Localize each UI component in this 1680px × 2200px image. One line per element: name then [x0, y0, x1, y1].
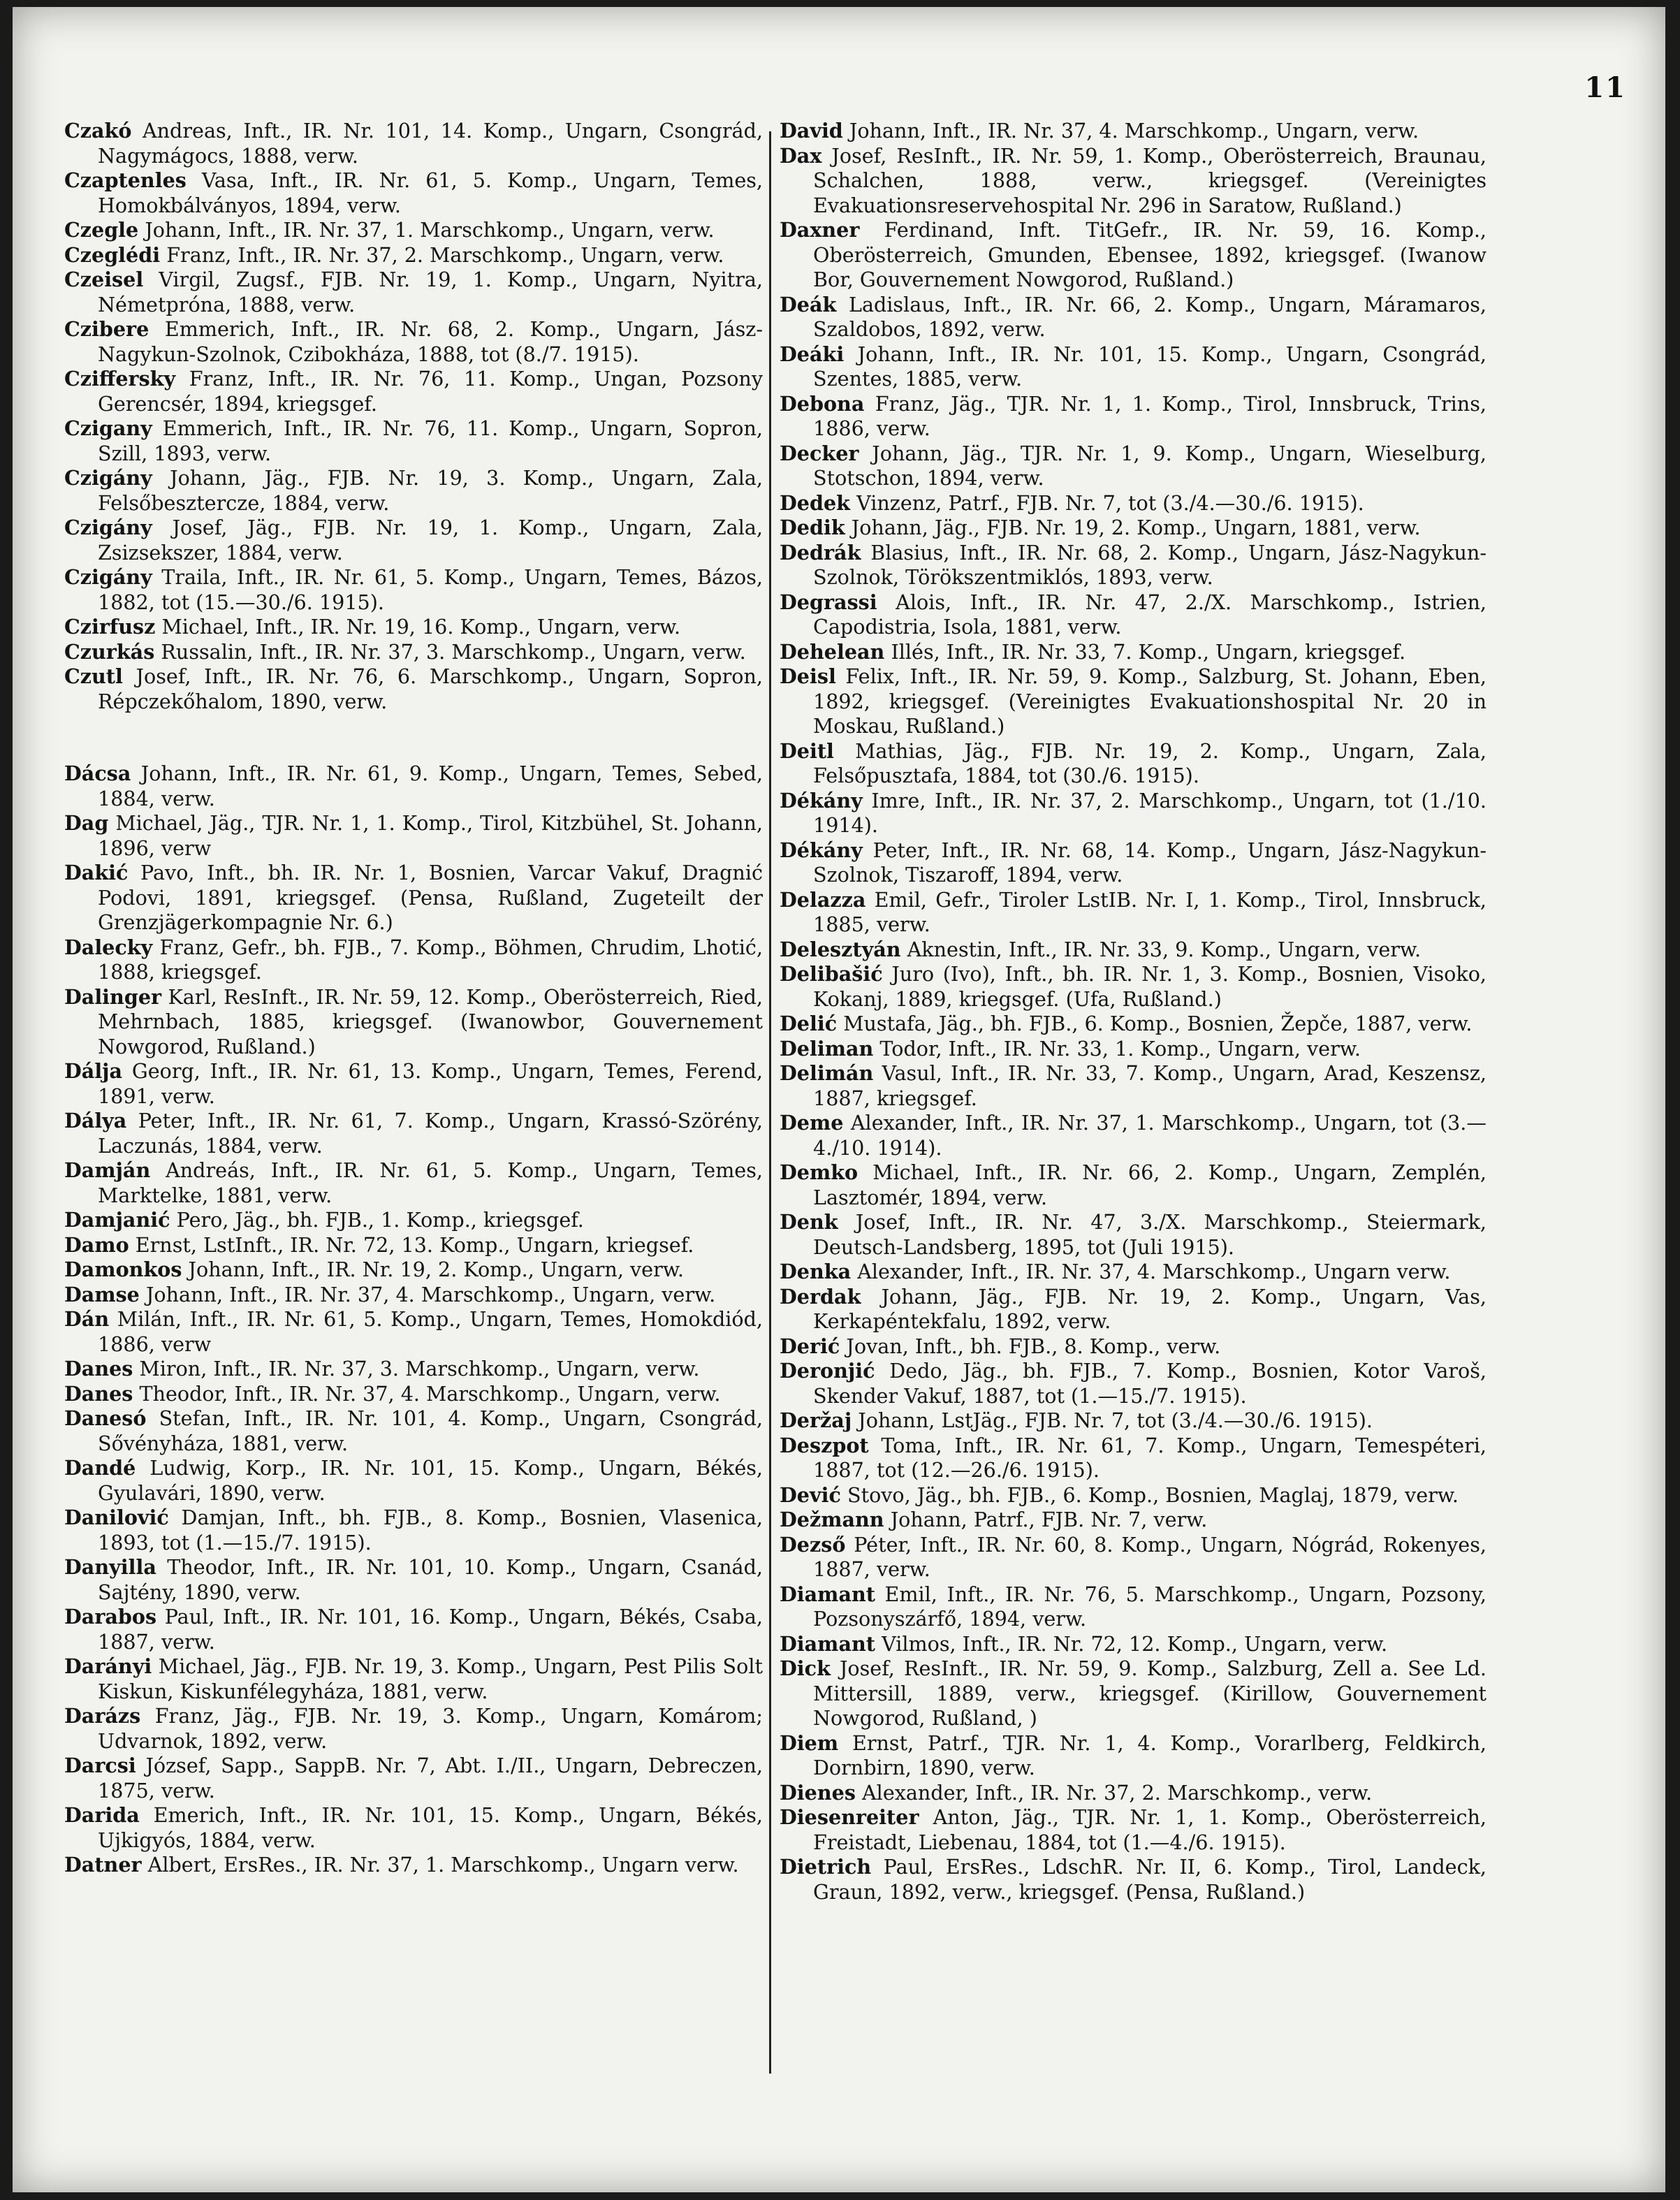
list-entry: [780, 1260, 1487, 1285]
entry-details: Franz, Inft., IR. Nr. 76, 11. Komp., Ungan, Pozsony Gerencsér, 1894, kriegsgef.: [98, 367, 763, 416]
entry-surname: Dalecky: [64, 935, 153, 959]
entry-details: Mathias, Jäg., FJB. Nr. 19, 2. Komp., Ungarn, Zala, Felsőpusztafa, 1884, tot (30./6. 1915).: [813, 738, 1487, 787]
entry-surname: Deisl: [780, 664, 836, 688]
list-entry: [64, 664, 763, 714]
entry-surname: Damonkos: [64, 1258, 182, 1281]
list-entry: [780, 1160, 1487, 1210]
list-entry: [780, 392, 1487, 442]
entry-details: Illés, Inft., IR. Nr. 33, 7. Komp., Ungarn, kriegsgef.: [891, 639, 1406, 664]
entry-surname: Datner: [64, 1853, 142, 1877]
list-entry: [780, 789, 1487, 838]
entry-surname: Diamant: [780, 1631, 875, 1656]
entry-surname: Czurkás: [64, 639, 155, 664]
entry-details: Ernst, LstInft., IR. Nr. 72, 13. Komp., Ungarn, kriegsef.: [135, 1232, 694, 1257]
list-entry: [780, 442, 1487, 491]
entry-details: Ludwig, Korp., IR. Nr. 101, 15. Komp., Ungarn, Békés, Gyulavári, 1890, verw.: [98, 1456, 764, 1505]
entry-surname: Degrassi: [780, 590, 877, 614]
entry-details: Virgil, Zugsf., FJB. Nr. 19, 1. Komp., Ungarn, Nyitra, Németpróna, 1888, verw.: [98, 268, 764, 316]
page-number: 11: [1584, 71, 1626, 104]
right-column: [780, 119, 1487, 1904]
entry-surname: Diem: [780, 1731, 839, 1755]
list-entry: [780, 1656, 1487, 1731]
entries-group-c: [64, 119, 763, 714]
entry-details: Theodor, Inft., IR. Nr. 37, 4. Marschkomp., Ungarn, verw.: [139, 1381, 721, 1406]
entry-details: Franz, Inft., IR. Nr. 37, 2. Marschkomp., Ungarn, verw.: [166, 242, 724, 267]
entry-details: Josef, Inft., IR. Nr. 76, 6. Marschkomp., Ungarn, Sopron, Répczekőhalom, 1890, verw.: [98, 664, 763, 713]
entry-surname: Damjanić: [64, 1208, 170, 1232]
entry-surname: Delazza: [780, 887, 866, 912]
list-entry: [64, 516, 763, 565]
list-entry: [64, 1704, 763, 1754]
entry-details: Josef, ResInft., IR. Nr. 59, 1. Komp., Oberösterreich, Braunau, Schalchen, 1888, verw., kriegsgef. (Vereinigtes Evakuationsreservehospital Nr. 296 in Saratow, Rußland.): [813, 143, 1487, 217]
entry-details: Michael, Jäg., TJR. Nr. 1, 1. Komp., Tirol, Kitzbühel, St. Johann, 1896, verw: [98, 811, 763, 860]
entry-details: Damjan, Inft., bh. FJB., 8. Komp., Bosnien, Vlasenica, 1893, tot (1.—15./7. 1915).: [98, 1506, 763, 1554]
list-entry: [64, 861, 763, 935]
list-entry: [780, 1285, 1487, 1334]
entry-details: Paul, ErsRes., LdschR. Nr. II, 6. Komp., Tirol, Landeck, Graun, 1892, verw., kriegsgef. (Pensa, Rußland.): [813, 1855, 1487, 1904]
entry-surname: Czirfusz: [64, 615, 156, 639]
entry-details: Jovan, Inft., bh. FJB., 8. Komp., verw.: [846, 1334, 1221, 1358]
list-entry: [780, 739, 1487, 789]
entry-details: Josef, Jäg., FJB. Nr. 19, 1. Komp., Ungarn, Zala, Zsizsekszer, 1884, verw.: [98, 516, 763, 564]
list-entry: [64, 1109, 763, 1158]
entry-surname: Dakić: [64, 861, 129, 884]
entry-surname: Cziffersky: [64, 367, 176, 391]
list-entry: [64, 811, 763, 861]
entry-details: Michael, Inft., IR. Nr. 66, 2. Komp., Ungarn, Zemplén, Lasztomér, 1894, verw.: [813, 1160, 1487, 1209]
list-entry: [64, 1258, 763, 1283]
entry-surname: Czigany: [64, 416, 152, 440]
entry-surname: Czegle: [64, 218, 139, 242]
entry-details: Josef, ResInft., IR. Nr. 59, 9. Komp., Salzburg, Zell a. See Ld. Mittersill, 1889, verw., kriegsgef. (Kirillow, Gouvernement Nowgorod, Rußland, ): [813, 1656, 1487, 1730]
entry-details: Russalin, Inft., IR. Nr. 37, 3. Marschkomp., Ungarn, verw.: [161, 639, 746, 664]
list-entry: [64, 1754, 763, 1803]
entry-details: Karl, ResInft., IR. Nr. 59, 12. Komp., Oberösterreich, Ried, Mehrnbach, 1885, kriegsgef. (Iwanowbor, Gouvernement Nowgorod, Rußland.): [98, 984, 763, 1058]
entry-details: Toma, Inft., IR. Nr. 61, 7. Komp., Ungarn, Temespéteri, 1887, tot (12.—26./6. 1915).: [813, 1433, 1487, 1482]
entry-surname: Czeglédi: [64, 242, 161, 267]
entry-details: Josef, Inft., IR. Nr. 47, 3./X. Marschkomp., Steiermark, Deutsch-Landsberg, 1895, tot (Juli 1915).: [813, 1210, 1487, 1259]
entry-details: Pero, Jäg., bh. FJB., 1. Komp., kriegsgef.: [176, 1208, 584, 1232]
list-entry: [780, 1533, 1487, 1582]
entry-surname: Czigány: [64, 565, 152, 589]
entry-surname: Dedik: [780, 516, 845, 539]
list-entry: [64, 762, 763, 811]
list-entry: [64, 466, 763, 516]
entry-details: Johann, Inft., IR. Nr. 101, 15. Komp., Ungarn, Csongrád, Szentes, 1885, verw.: [813, 342, 1487, 391]
left-column: [64, 119, 763, 1878]
list-entry: [780, 218, 1487, 293]
entry-surname: Danes: [64, 1357, 133, 1381]
entry-details: Péter, Inft., IR. Nr. 60, 8. Komp., Ungarn, Nógrád, Rokenyes, 1887, verw.: [813, 1532, 1487, 1581]
list-entry: [64, 1283, 763, 1308]
entry-details: Vasul, Inft., IR. Nr. 33, 7. Komp., Ungarn, Arad, Keszensz, 1887, kriegsgef.: [813, 1061, 1487, 1110]
list-entry: [64, 640, 763, 665]
entry-surname: Denka: [780, 1260, 852, 1283]
list-entry: [64, 1853, 763, 1878]
entry-surname: Darázs: [64, 1704, 141, 1728]
entry-surname: Czigány: [64, 466, 152, 490]
list-entry: [780, 590, 1487, 640]
entry-details: Ferdinand, Inft. TitGefr., IR. Nr. 59, 16. Komp., Oberösterreich, Gmunden, Ebensee, 1892, kriegsgef. (Iwanow Bor, Gouvernement Nowgorod, Rußland.): [813, 218, 1487, 291]
entry-surname: Dehelean: [780, 639, 885, 664]
list-entry: [780, 1805, 1487, 1855]
list-entry: [780, 491, 1487, 516]
list-entry: [64, 268, 763, 317]
list-entry: [64, 1307, 763, 1357]
list-entry: [64, 1506, 763, 1555]
column-divider: [769, 131, 771, 2074]
list-entry: [64, 367, 763, 416]
entry-details: Franz, Jäg., FJB. Nr. 19, 3. Komp., Ungarn, Komárom; Udvarnok, 1892, verw.: [98, 1704, 763, 1753]
entry-surname: Danesó: [64, 1406, 147, 1430]
entry-surname: Dálya: [64, 1109, 127, 1132]
entry-details: Ladislaus, Inft., IR. Nr. 66, 2. Komp., Ungarn, Máramaros, Szaldobos, 1892, verw.: [813, 292, 1487, 341]
entry-surname: Dax: [780, 143, 822, 168]
entry-details: Georg, Inft., IR. Nr. 61, 13. Komp., Ungarn, Temes, Ferend, 1891, verw.: [98, 1059, 763, 1108]
entry-surname: Dálja: [64, 1059, 123, 1083]
list-entry: [780, 640, 1487, 665]
entry-surname: Diamant: [780, 1582, 875, 1606]
list-entry: [64, 1406, 763, 1456]
entry-surname: Czigány: [64, 516, 152, 539]
entry-surname: Dienes: [780, 1780, 856, 1805]
list-entry: [780, 1483, 1487, 1508]
list-entry: [780, 1408, 1487, 1434]
entry-surname: Delić: [780, 1012, 838, 1035]
entry-surname: Deme: [780, 1111, 844, 1135]
entry-details: Johann, Jäg., FJB. Nr. 19, 2. Komp., Ungarn, Vas, Kerkapéntekfalu, 1892, verw.: [813, 1284, 1487, 1333]
entry-surname: Delimán: [780, 1061, 874, 1085]
entry-details: Emerich, Inft., IR. Nr. 101, 15. Komp., Ungarn, Békés, Ujkigyós, 1884, verw.: [98, 1803, 763, 1852]
entry-details: Todor, Inft., IR. Nr. 33, 1. Komp., Ungarn, verw.: [879, 1036, 1361, 1061]
list-entry: [780, 1334, 1487, 1360]
entry-surname: Deržaj: [780, 1408, 852, 1432]
entry-surname: Czakó: [64, 119, 132, 143]
entry-details: Emmerich, Inft., IR. Nr. 68, 2. Komp., Ungarn, Jász-Nagykun-Szolnok, Czibokháza, 1888, tot (8./7. 1915).: [98, 317, 764, 366]
list-entry: [64, 119, 763, 168]
entry-surname: Deitl: [780, 738, 834, 763]
list-entry: [64, 1208, 763, 1233]
entry-details: Alexander, Inft., IR. Nr. 37, 1. Marschkomp., Ungarn, tot (3.—4./10. 1914).: [813, 1111, 1487, 1160]
entry-details: Dedo, Jäg., bh. FJB., 7. Komp., Bosnien, Kotor Varoš, Skender Vakuf, 1887, tot (1.—15./7. 1915).: [813, 1359, 1487, 1408]
entry-surname: Dandé: [64, 1456, 136, 1480]
entry-details: Emil, Gefr., Tiroler LstIB. Nr. I, 1. Komp., Tirol, Innsbruck, 1885, verw.: [813, 887, 1487, 936]
entry-details: Pavo, Inft., bh. IR. Nr. 1, Bosnien, Varcar Vakuf, Dragnić Podovi, 1891, kriegsgef. (Pensa, Rußland, Zugeteilt der Grenzjägerkompagnie Nr. 6.): [98, 861, 763, 934]
list-entry: [780, 1037, 1487, 1062]
entry-details: Johann, Inft., IR. Nr. 37, 1. Marschkomp., Ungarn, verw.: [145, 218, 715, 242]
entry-surname: Dedek: [780, 490, 850, 515]
entry-surname: Danyilla: [64, 1555, 156, 1579]
entry-details: Paul, Inft., IR. Nr. 101, 16. Komp., Ungarn, Békés, Csaba, 1887, verw.: [98, 1605, 763, 1654]
entry-details: Miron, Inft., IR. Nr. 37, 3. Marschkomp., Ungarn, verw.: [139, 1357, 700, 1381]
entry-surname: Danilović: [64, 1506, 169, 1529]
entry-surname: Dácsa: [64, 762, 131, 785]
list-entry: [780, 838, 1487, 888]
list-entry: [780, 516, 1487, 541]
list-entry: [780, 1434, 1487, 1483]
entry-surname: Damján: [64, 1158, 151, 1182]
entry-details: Alexander, Inft., IR. Nr. 37, 4. Marschkomp., Ungarn verw.: [857, 1260, 1451, 1283]
entry-surname: Dietrich: [780, 1855, 872, 1879]
list-entry: [64, 565, 763, 615]
list-entry: [64, 1158, 763, 1208]
list-entry: [64, 168, 763, 218]
entry-surname: Darabos: [64, 1605, 157, 1629]
entry-surname: Delibašić: [780, 962, 883, 986]
entry-surname: Darcsi: [64, 1754, 136, 1777]
entry-details: Michael, Inft., IR. Nr. 19, 16. Komp., Ungarn, verw.: [161, 615, 681, 639]
entry-details: Vasa, Inft., IR. Nr. 61, 5. Komp., Ungarn, Temes, Homokbálványos, 1894, verw.: [98, 168, 763, 217]
entry-details: Blasius, Inft., IR. Nr. 68, 2. Komp., Ungarn, Jász-Nagykun-Szolnok, Törökszentmiklós, 1893, verw.: [813, 540, 1487, 589]
list-entry: [780, 938, 1487, 963]
entry-surname: Dick: [780, 1656, 831, 1680]
entry-details: Johann, Inft., IR. Nr. 37, 4. Marschkomp., Ungarn, verw.: [145, 1282, 716, 1306]
entry-details: Andreás, Inft., IR. Nr. 61, 5. Komp., Ungarn, Temes, Marktelke, 1881, verw.: [98, 1158, 763, 1207]
entry-surname: Dalinger: [64, 984, 162, 1009]
entry-surname: Czutl: [64, 664, 123, 688]
entry-details: Johann, Patrf., FJB. Nr. 7, verw.: [890, 1508, 1208, 1531]
entry-surname: Dežmann: [780, 1508, 884, 1531]
list-entry: [64, 1357, 763, 1382]
entry-details: József, Sapp., SappB. Nr. 7, Abt. I./II., Ungarn, Debreczen, 1875, verw.: [98, 1754, 763, 1802]
entry-surname: Czaptenles: [64, 168, 187, 192]
entry-surname: Dag: [64, 811, 109, 835]
list-entry: [780, 541, 1487, 590]
list-entry: [64, 1382, 763, 1407]
entries-right: [780, 119, 1487, 1904]
entry-details: Johann, Jäg., TJR. Nr. 1, 9. Komp., Ungarn, Wieselburg, Stotschon, 1894, verw.: [813, 441, 1487, 490]
entry-surname: Darida: [64, 1803, 140, 1827]
list-entry: [780, 342, 1487, 392]
list-entry: [64, 1233, 763, 1258]
entry-surname: Diesenreiter: [780, 1805, 919, 1829]
entry-details: Emmerich, Inft., IR. Nr. 76, 11. Komp., Ungarn, Sopron, Szill, 1893, verw.: [98, 416, 764, 465]
list-entry: [64, 985, 763, 1060]
entry-surname: Daxner: [780, 218, 860, 242]
entry-surname: Denk: [780, 1210, 838, 1234]
entry-details: Vinzenz, Patrf., FJB. Nr. 7, tot (3./4.—30./6. 1915).: [856, 490, 1364, 515]
entry-details: Aknestin, Inft., IR. Nr. 33, 9. Komp., Ungarn, verw.: [907, 937, 1422, 961]
list-entry: [780, 1111, 1487, 1160]
entry-surname: Dékány: [780, 788, 863, 813]
entry-details: Franz, Jäg., TJR. Nr. 1, 1. Komp., Tirol, Innsbruck, Trins, 1886, verw.: [813, 391, 1487, 440]
list-entry: [780, 293, 1487, 342]
list-entry: [64, 416, 763, 466]
list-entry: [780, 144, 1487, 219]
entry-surname: Deák: [780, 292, 837, 316]
list-entry: [780, 119, 1487, 144]
entry-surname: Deszpot: [780, 1433, 869, 1457]
entry-surname: Dezső: [780, 1532, 846, 1557]
entry-details: Stefan, Inft., IR. Nr. 101, 4. Komp., Ungarn, Csongrád, Sővényháza, 1881, verw.: [98, 1406, 763, 1455]
list-entry: [64, 615, 763, 640]
list-entry: [64, 1803, 763, 1853]
entry-details: Albert, ErsRes., IR. Nr. 37, 1. Marschkomp., Ungarn verw.: [147, 1853, 739, 1877]
list-entry: [64, 243, 763, 268]
list-entry: [780, 962, 1487, 1012]
entry-details: Juro (Ivo), Inft., bh. IR. Nr. 1, 3. Komp., Bosnien, Visoko, Kokanj, 1889, kriegsgef. (Ufa, Rußland.): [813, 962, 1487, 1011]
entry-details: Johann, Inft., IR. Nr. 19, 2. Komp., Ungarn, verw.: [188, 1258, 684, 1281]
list-entry: [64, 218, 763, 243]
list-entry: [64, 317, 763, 367]
entry-surname: Damse: [64, 1282, 140, 1306]
list-entry: [780, 1012, 1487, 1037]
entry-surname: Deliman: [780, 1036, 874, 1061]
entry-surname: Damo: [64, 1232, 129, 1257]
list-entry: [780, 1061, 1487, 1111]
entry-details: Mustafa, Jäg., bh. FJB., 6. Komp., Bosnien, Žepče, 1887, verw.: [843, 1012, 1473, 1035]
entry-details: Johann, Inft., IR. Nr. 61, 9. Komp., Ungarn, Temes, Sebed, 1884, verw.: [98, 762, 763, 810]
entry-details: Johann, Inft., IR. Nr. 37, 4. Marschkomp., Ungarn, verw.: [849, 119, 1419, 143]
entry-details: Traila, Inft., IR. Nr. 61, 5. Komp., Ungarn, Temes, Bázos, 1882, tot (15.—30./6. 1915).: [98, 565, 763, 614]
list-entry: [64, 935, 763, 985]
entry-surname: Demko: [780, 1160, 859, 1184]
list-entry: [64, 1605, 763, 1654]
list-entry: [780, 888, 1487, 938]
entry-details: Milán, Inft., IR. Nr. 61, 5. Komp., Ungarn, Temes, Homokdiód, 1886, verw: [98, 1307, 763, 1356]
entry-surname: Derić: [780, 1334, 840, 1358]
entry-details: Johann, Jäg., FJB. Nr. 19, 2. Komp., Ungarn, 1881, verw.: [851, 516, 1421, 539]
entry-details: Peter, Inft., IR. Nr. 68, 14. Komp., Ungarn, Jász-Nagykun-Szolnok, Tiszaroff, 1894, verw.: [813, 838, 1487, 887]
entry-surname: Dević: [780, 1483, 841, 1507]
list-entry: [64, 1555, 763, 1605]
entry-surname: Debona: [780, 391, 865, 416]
list-entry: [64, 1654, 763, 1704]
entry-details: Johann, LstJäg., FJB. Nr. 7, tot (3./4.—30./6. 1915).: [858, 1408, 1373, 1432]
list-entry: [780, 1508, 1487, 1533]
list-entry: [780, 1210, 1487, 1260]
list-entry: [780, 1781, 1487, 1806]
list-entry: [780, 1359, 1487, 1408]
entry-surname: Danes: [64, 1381, 133, 1406]
entry-details: Andreas, Inft., IR. Nr. 101, 14. Komp., Ungarn, Csongrád, Nagymágocs, 1888, verw.: [98, 119, 764, 168]
entry-details: Vilmos, Inft., IR. Nr. 72, 12. Komp., Ungarn, verw.: [882, 1631, 1388, 1656]
entry-surname: Delesztyán: [780, 937, 901, 961]
entry-surname: Dedrák: [780, 540, 861, 564]
entry-details: Imre, Inft., IR. Nr. 37, 2. Marschkomp., Ungarn, tot (1./10. 1914).: [813, 788, 1487, 837]
entries-group-d: [64, 762, 763, 1878]
list-entry: [780, 1632, 1487, 1657]
entry-details: Ernst, Patrf., TJR. Nr. 1, 4. Komp., Vorarlberg, Feldkirch, Dornbirn, 1890, verw.: [813, 1731, 1487, 1779]
entry-details: Felix, Inft., IR. Nr. 59, 9. Komp., Salzburg, St. Johann, Eben, 1892, kriegsgef. (Vereinigtes Evakuationshospital Nr. 20 in Moskau, Rußland.): [813, 664, 1487, 738]
entry-surname: Dékány: [780, 838, 863, 862]
list-entry: [780, 664, 1487, 739]
list-entry: [64, 1456, 763, 1506]
entry-details: Michael, Jäg., FJB. Nr. 19, 3. Komp., Ungarn, Pest Pilis Solt Kiskun, Kiskunfélegyháza, 1881, verw.: [98, 1654, 763, 1703]
entry-details: Emil, Inft., IR. Nr. 76, 5. Marschkomp., Ungarn, Pozsony, Pozsonyszárfő, 1894, verw.: [813, 1582, 1487, 1631]
entry-surname: Czibere: [64, 317, 149, 341]
document-page: [13, 7, 1665, 2192]
entry-details: Peter, Inft., IR. Nr. 61, 7. Komp., Ungarn, Krassó-Szörény, Laczunás, 1884, verw.: [98, 1109, 763, 1158]
entry-surname: Derdak: [780, 1284, 861, 1309]
list-entry: [780, 1582, 1487, 1632]
list-entry: [780, 1731, 1487, 1781]
list-entry: [64, 1059, 763, 1109]
list-entry: [780, 1855, 1487, 1904]
entry-surname: Dán: [64, 1307, 110, 1331]
entry-surname: David: [780, 119, 843, 143]
entry-details: Anton, Jäg., TJR. Nr. 1, 1. Komp., Oberösterreich, Freistadt, Liebenau, 1884, tot (1.—4./6. 1915).: [813, 1805, 1487, 1854]
entry-details: Alexander, Inft., IR. Nr. 37, 2. Marschkomp., verw.: [862, 1780, 1373, 1805]
entry-surname: Czeisel: [64, 268, 144, 291]
entry-surname: Darányi: [64, 1654, 152, 1678]
section-gap: [64, 714, 763, 762]
entry-details: Franz, Gefr., bh. FJB., 7. Komp., Böhmen, Chrudim, Lhotić, 1888, kriegsgef.: [98, 935, 763, 984]
entry-details: Johann, Jäg., FJB. Nr. 19, 3. Komp., Ungarn, Zala, Felsőbesztercze, 1884, verw.: [98, 466, 764, 515]
entry-details: Alois, Inft., IR. Nr. 47, 2./X. Marschkomp., Istrien, Capodistria, Isola, 1881, verw.: [813, 590, 1487, 639]
entry-details: Stovo, Jäg., bh. FJB., 6. Komp., Bosnien, Maglaj, 1879, verw.: [847, 1483, 1459, 1507]
entry-surname: Deronjić: [780, 1359, 875, 1383]
entry-surname: Deáki: [780, 342, 845, 366]
entry-surname: Decker: [780, 441, 859, 465]
entry-details: Theodor, Inft., IR. Nr. 101, 10. Komp., Ungarn, Csanád, Sajtény, 1890, verw.: [98, 1555, 763, 1604]
